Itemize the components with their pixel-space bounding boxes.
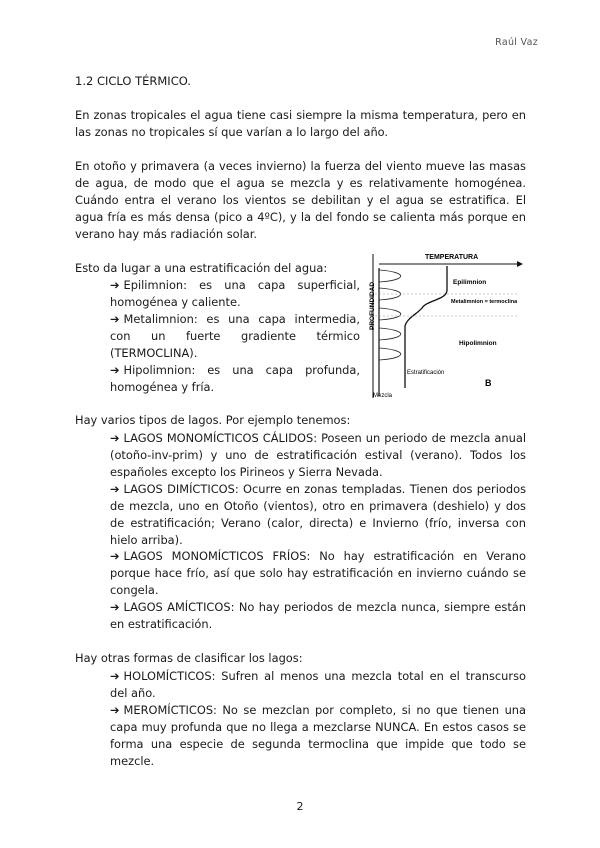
arrow-icon: ➔: [110, 549, 120, 563]
epilimnion-label: Epilimnion: [453, 279, 487, 286]
list-item-dimicticos: ➔ LAGOS DIMÍCTICOS: Ocurre en zonas templadas. Tienen dos periodos de mezcla, uno en Otoño (vientos), otro en primavera (deshielo) y dos de estratificación; Verano (calor, directa) e Invierno (frío, inversa con hielo arriba).: [110, 482, 526, 547]
paragraph-tropical: En zonas tropicales el agua tiene casi siempre la misma temperatura, pero en las zonas no tropicales sí que varían a lo largo del año.: [75, 108, 526, 139]
other-types-intro: Hay otras formas de clasificar los lagos:: [75, 651, 303, 665]
list-item-monomicticos-frios: ➔ LAGOS MONOMÍCTICOS FRÍOS: No hay estratificación en Verano porque hace frío, así que solo hay estratificación en invierno cuándo se congela.: [110, 549, 526, 597]
metalimnion-label: Metalimnion = termoclina: [451, 299, 518, 305]
page-number: 2: [296, 800, 304, 813]
arrow-icon: ➔: [110, 482, 120, 496]
paragraph-seasons: En otoño y primavera (a veces invierno) la fuerza del viento mueve las masas de agua, de modo que el agua se mezcla y es relativamente homogénea. Cuándo entra el verano los vientos se debilitan y el agua se estratifica. El agua fría es más densa (pico a 4ºC), y la del fondo se calienta más porque en verano hay más radiación solar.: [75, 159, 526, 241]
stratification-label: Estratificación: [407, 370, 445, 376]
arrow-icon: ➔: [110, 363, 120, 377]
list-item-meromicticos: ➔ MEROMÍCTICOS: No se mezclan por completo, si no que tienen una capa muy profunda que no llega a mezclarse NUNCA. En estos casos se forma una especie de segunda termoclina que impide que todo se mezcle.: [110, 703, 526, 768]
mixing-swirls: [379, 270, 401, 360]
list-item-amicticos: ➔ LAGOS AMÍCTICOS: No hay periodos de mezcla nunca, siempre están en estratificación.: [110, 600, 526, 631]
arrow-icon: ➔: [110, 600, 120, 614]
arrow-icon: ➔: [110, 669, 120, 683]
thermal-stratification-diagram: [367, 248, 525, 400]
list-item-epilimnion: ➔ Epilimnion: es una capa superficial, homogénea y caliente.: [110, 278, 360, 309]
depth-label: PROFUNDIDAD: [369, 281, 376, 330]
arrow-icon: ➔: [110, 703, 120, 717]
list-item-monomicticos-calidos: ➔ LAGOS MONOMÍCTICOS CÁLIDOS: Poseen un periodo de mezcla anual (otoño-inv-prim) y uno de estratificación estival (verano). Todos los españoles excepto los Pirineos y Sierra Nevada.: [110, 431, 526, 479]
arrow-icon: ➔: [110, 312, 120, 326]
arrow-icon: ➔: [110, 278, 120, 292]
hipolimnion-label: Hipolimnion: [459, 340, 497, 347]
list-item-holomicticos: ➔ HOLOMÍCTICOS: Sufren al menos una mezcla total en el transcurso del año.: [110, 669, 526, 700]
stratification-intro: Esto da lugar a una estratificación del agua:: [75, 261, 328, 275]
temperature-label: TEMPERATURA: [425, 254, 479, 261]
lake-types-intro: Hay varios tipos de lagos. Por ejemplo tenemos:: [75, 413, 351, 427]
section-title: 1.2 CICLO TÉRMICO.: [75, 74, 191, 88]
list-item-hipolimnion: ➔ Hipolimnion: es una capa profunda, homogénea y fría.: [110, 363, 360, 394]
author-name: Raúl Vaz: [495, 37, 538, 48]
mixing-label: Mezcla: [373, 393, 393, 399]
arrow-icon: ➔: [110, 431, 120, 445]
arrow-right-icon: [517, 261, 523, 267]
panel-label: B: [485, 378, 492, 388]
list-item-metalimnion: ➔ Metalimnion: es una capa intermedia, con un fuerte gradiente térmico (TERMOCLINA).: [110, 312, 360, 360]
